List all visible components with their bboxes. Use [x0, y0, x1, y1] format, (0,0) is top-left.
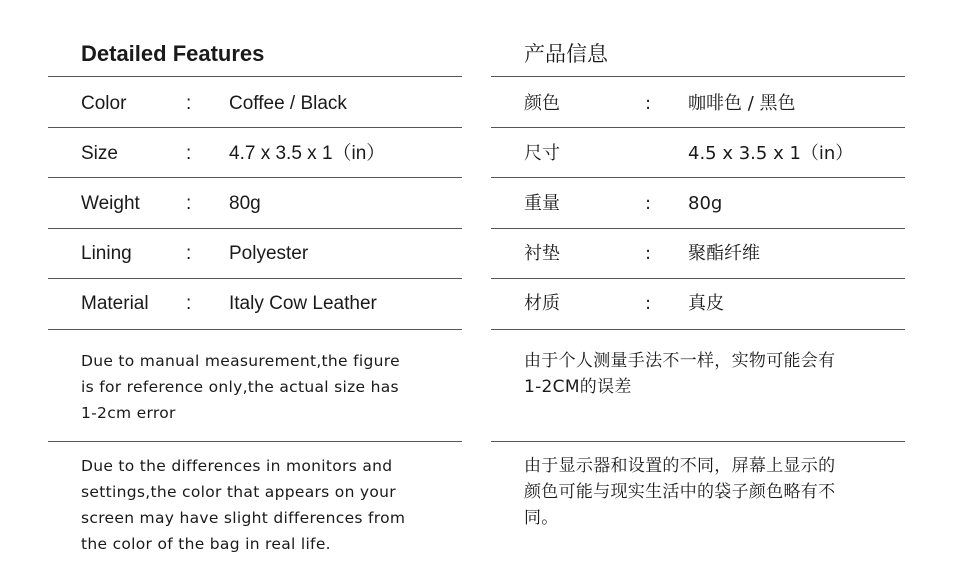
spec-colon: : — [186, 243, 192, 264]
spec-colon: : — [186, 143, 192, 164]
divider — [491, 76, 905, 77]
spec-colon: : — [186, 193, 192, 214]
spec-value: 80g — [229, 193, 261, 214]
spec-value: 4.7 x 3.5 x 1（in） — [229, 143, 386, 164]
spec-value: 聚酯纤维 — [688, 243, 760, 264]
spec-label: 尺寸 — [524, 143, 560, 164]
spec-colon: : — [645, 193, 652, 214]
chinese-title: 产品信息 — [524, 42, 608, 66]
spec-label: 材质 — [524, 293, 560, 314]
spec-value: 真皮 — [688, 293, 724, 314]
spec-label: Color — [81, 93, 127, 114]
spec-value: Coffee / Black — [229, 93, 347, 114]
spec-row-weight — [491, 179, 905, 229]
divider — [48, 127, 462, 128]
spec-colon: : — [645, 93, 652, 114]
spec-value: 4.5 x 3.5 x 1（in） — [688, 143, 854, 164]
spec-colon: : — [186, 293, 192, 314]
spec-label: 颜色 — [524, 93, 560, 114]
english-title: Detailed Features — [81, 41, 265, 66]
spec-row-size — [48, 129, 462, 179]
spec-colon: : — [186, 93, 192, 114]
spec-value: Polyester — [229, 243, 309, 264]
divider — [48, 177, 462, 178]
measurement-note: Due to manual measurement,the figure is for reference only,the actual size has 1-2cm error — [81, 352, 400, 422]
spec-row-lining — [491, 229, 905, 279]
spec-row-color — [48, 79, 462, 129]
spec-row-lining — [48, 229, 462, 279]
divider — [48, 441, 462, 442]
divider — [491, 177, 905, 178]
spec-label: 重量 — [524, 193, 560, 214]
divider — [48, 329, 462, 330]
spec-label: 衬垫 — [524, 243, 560, 264]
color-note: 由于显示器和设置的不同，屏幕上显示的 颜色可能与现实生活中的袋子颜色略有不 同。 — [524, 456, 836, 528]
spec-label: Lining — [81, 243, 132, 264]
spec-colon: : — [645, 243, 652, 264]
spec-row-color — [491, 79, 905, 129]
divider — [491, 329, 905, 330]
spec-row-weight — [48, 179, 462, 229]
spec-label: Material — [81, 293, 149, 314]
spec-row-material — [491, 279, 905, 329]
divider — [48, 76, 462, 77]
color-note: Due to the differences in monitors and settings,the color that appears on your screen may have slight differences from the color of the bag in real life. — [81, 457, 406, 553]
spec-value: Italy Cow Leather — [229, 293, 377, 314]
spec-colon: : — [645, 293, 652, 314]
spec-value: 咖啡色 / 黑色 — [688, 93, 796, 114]
spec-label: Weight — [81, 193, 140, 214]
divider — [491, 441, 905, 442]
spec-row-material — [48, 279, 462, 329]
spec-value: 80g — [688, 193, 723, 214]
spec-row-size — [491, 129, 905, 179]
spec-label: Size — [81, 143, 118, 164]
divider — [491, 127, 905, 128]
measurement-note: 由于个人测量手法不一样，实物可能会有 1-2CM的误差 — [524, 351, 836, 397]
